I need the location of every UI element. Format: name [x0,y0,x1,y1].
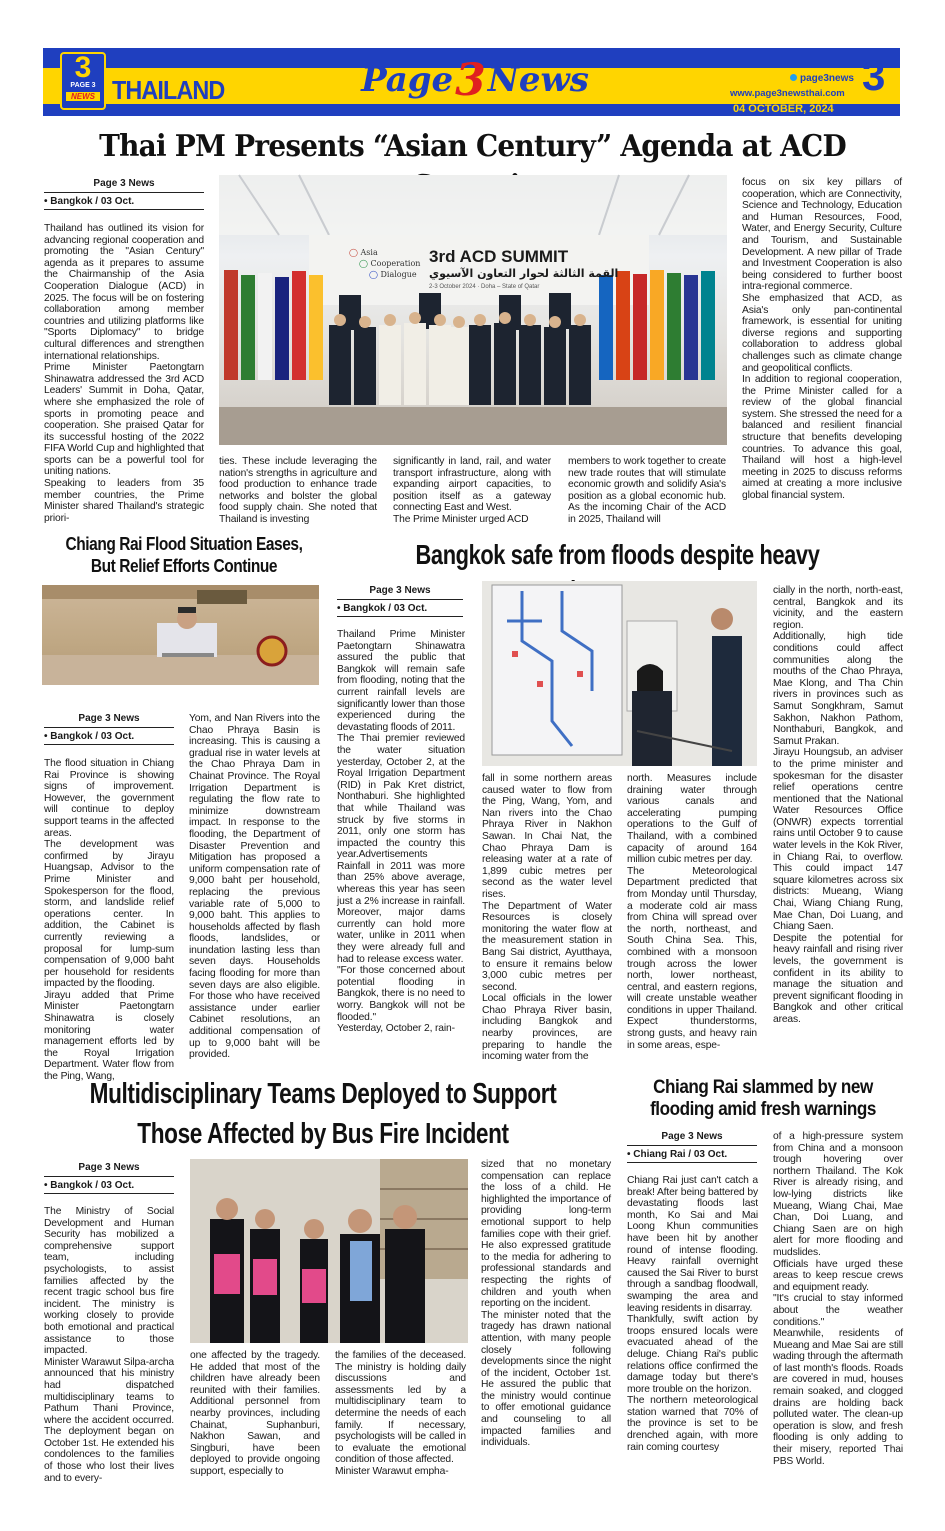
article3-byline [337,585,463,617]
article5-col1: Chiang Rai just can't catch a break! After being battered by devastating floods last month, Ko Sai and Mai Loong Khun communities have been hit by another round of intense flooding. Heavy rainfall overnight caused the Sai River to burst through a sandbag floodwall, swamping the area and leaving residents in disarray. Thankfully, swift action by troops ensured locals were evacuated ahead of the deluge. Chiang Rai's public relations office confirmed the damage today but there's more trouble on the horizon. The northern meteorological station warned that 70% of the province is set to be drenched again, with more rain coming courtesy [627,1175,758,1453]
article1-col2: ties. These include leveraging the nation's strengths in agriculture and food production to enhance trade networks and bolster the global food supply chain. She noted that Thailand is investing [219,456,377,525]
article5-headline-l1: Chiang Rai slammed by new [653,1077,873,1098]
acd-logo-line1: ◯ Asia [349,247,378,257]
article5-headline-l2: flooding amid fresh warnings [650,1099,876,1120]
page-number: 3 [862,52,886,99]
acd-logo-line2: ◯ Cooperation [359,258,421,268]
acd-banner-date: 2-3 October 2024 · Doha – State of Qatar [429,284,540,290]
article1-col1: Thailand has outlined its vision for advancing regional cooperation and promoting the "Asian Century" agenda as it prepares to assume the Chairmanship of the Asia Cooperation Dialogue (ACD) in 2025. The focus will be on fostering collaboration among member countries and utilizing platforms like "Sports Diplomacy" to bridge cultural differences and strengthen international relationships. Prime Minister Paetongtarn Shinawatra addressed the 3rd ACD Leaders' Summit in Doha, Qatar, where she emphasized the role of sports in promoting peace and cooperation. She praised Qatar for its successful hosting of the 2022 FIFA World Cup and highlighted that sports can be a powerful tool for uniting nations. Speaking to leaders from 35 member countries, the Prime Minister shared Thailand's strategic priori- [44,223,204,524]
press-conference-photo [42,585,319,685]
title-page: Page [361,60,454,100]
article1-col3: significantly in land, rail, and water transport infrastructure, along with expanding airport capacities, to position itself as a gateway connecting East and West. The Prime Minister urged ACD [393,456,551,525]
acd-banner-arabic: القمة الثالثة لحوار التعاون الآسيوي [429,267,619,280]
article3-headline: Bangkok safe from floods despite heavy [415,539,820,570]
ministry-visit-photo [190,1159,468,1343]
byline-source: Page 3 News [44,713,174,728]
byline-dateline: • Bangkok / 03 Oct. [44,1177,174,1194]
article2-headline [55,533,313,577]
masthead-title [361,52,589,108]
article2-headline-l1: Chiang Rai Flood Situation Eases, [65,534,303,554]
article3-col3: north. Measures include draining water through various canals and accelerating pumping operations to the Gulf of Thailand, with a combined capacity of around 164 million cubic metres per day. The Meteorological Department predicted that from Monday until Thursday, a moderate cold air mass from China will spread over the north, northeast, and South China Sea. This, combined with a monsoon trough across the lower north, lower northeast, central, and eastern regions, will create unstable weather conditions in upper Thailand. Expect thunderstorms, strong gusts, and heavy rain in some areas, espe- [627,773,757,1051]
article5-byline [627,1131,757,1163]
title-number: 3 [455,54,486,106]
handle-text: page3news [800,73,854,84]
article4-headline [85,1074,561,1154]
acd-logo-line3: ◯ Dialogue [369,269,417,279]
logo-number: 3 [74,51,92,84]
region-label: THAILAND [112,75,225,105]
byline-dateline: • Chiang Rai / 03 Oct. [627,1146,757,1163]
flood-map-briefing-scene [482,581,757,766]
acd-summit-scene [219,175,727,445]
acd-banner-title: 3rd ACD SUMMIT [429,247,569,266]
byline-source: Page 3 News [627,1131,757,1146]
byline-source: Page 3 News [337,585,463,600]
article1-col4: members to work together to create new trade routes that will stimulate economic growth and solidify Asia's position as a global economic hub. As the incoming Chair of the ACD in 2025, Thailand will [568,456,726,525]
ministry-visit-scene [190,1159,468,1343]
article1-headline: Thai PM Presents “Asian Century” Agenda at ACD [99,129,846,164]
website-url: www.page3newsthai.com [730,88,845,99]
article2-byline [44,713,174,745]
byline-dateline: • Bangkok / 03 Oct. [44,728,174,745]
flood-map-briefing-photo [482,581,757,766]
byline-source: Page 3 News [44,178,204,193]
globe-icon [790,74,797,81]
article5-headline [633,1077,894,1121]
press-conference-scene [42,585,319,685]
article5-col2: of a high-pressure system from China and a monsoon trough hovering over northern Thailand. The Kok River is already rising, and low-lying districts like Mueang, Wiang Chai, Mae Chan, Doi Luang, and Chiang Saen are on high alert for more flooding and mudslides. Officials have urged these areas to keep rescue crews and equipment ready. "It's crucial to stay informed about the weather conditions." Meanwhile, residents of Mueang and Mae Sai are still wading through the aftermath of last month's floods. Roads are covered in mud, houses remain soaked, and clogged drains are holding back polluted water. The clean-up operation is slow, and fresh flooding is only adding to their misery, reported Thai PBS World. [773,1131,903,1467]
byline-dateline: • Bangkok / 03 Oct. [44,193,204,210]
article3-col2: fall in some northern areas caused water to flow from the Ping, Wang, Yom, and Nan rivers into the Chao Phraya River in Nakhon Sawan. In Chai Nat, the Chao Phraya Dam is releasing water at a rate of 1,899 cubic metres per second as the water level rises. The Department of Water Resources is closely monitoring the water flow at the measurement station in Bang Sai district, Ayutthaya, to ensure it remains below 3,000 cubic metres per second. Local officials in the lower Chao Phraya River basin, including Bangkok and nearby provinces, are preparing to handle the incoming water from the [482,773,612,1063]
article4-headline-l2: Those Affected by Bus Fire Incident [137,1118,509,1150]
logo-sub: NEWS [66,92,100,101]
logo-text: PAGE 3 [70,82,96,89]
article4-byline [44,1162,174,1194]
article2-col2: Yom, and Nan Rivers into the Chao Phraya Basin is increasing. This is causing a gradual rise in water levels at the Chao Phraya Dam in Chainat Province. The Royal Irrigation Department is regulating the flow rate to minimize downstream impact. In response to the flooding, the Department of Disaster Prevention and Mitigation has proposed a uniform compensation rate of 9,000 baht per household, replacing the previous variable rate of 5,000 to 9,000 baht. This applies to households affected by flash floods, landslides, or inundation lasting less than seven days. Households facing flooding for more than seven days are also eligible. For those who have received assistance under earlier Cabinet resolutions, an additional compensation of up to 9,000 baht will be provided. [189,713,320,1061]
acd-logo [349,247,420,280]
article3-col1: Thailand Prime Minister Paetongtarn Shinawatra assured the public that Bangkok will remain safe from flooding, noting that the current rainfall levels are significantly lower than those experienced during the devastating floods of 2011. The Thai premier reviewed the water situation yesterday, October 2, at the Royal Irrigation Department (RID) in Pak Kret district, Nonthaburi. She highlighted that while Thailand was struck by five storms in 2011, only one storm has impacted the country this year.Advertisements Rainfall in 2011 was more than 25% above average, whereas this year has seen just a 2% increase in rainfall. Moreover, major dams currently can hold more water, unlike in 2011 when they were already full and had to release excess water. "For those concerned about potential flooding in Bangkok, there is no need to worry. Bangkok will not be flooded." Yesterday, October 2, rain- [337,629,465,1035]
article2-col1: The flood situation in Chiang Rai Province is showing signs of improvement. However, the government will continue to deploy support teams in the affected areas. The development was confirmed by Jirayu Huangsap, Advisor to the Prime Minister and Spokesperson for the flood, storm, and landslide relief operations center. In addition, the Cabinet is currently reviewing a proposal for lump-sum compensation of 9,000 baht per household for residents impacted by the flooding. Jirayu added that Prime Minister Paetongtarn Shinawatra is closely monitoring water management efforts led by the Royal Irrigation Department. Water flow from the Ping, Wang, [44,758,174,1083]
article1-col5: focus on six key pillars of cooperation, which are Connectivity, Science and Technology, Education and Human Resources, Food, Water, and Energy Security, Culture and Tourism, and Sustainable Development. A new pillar of Trade and Investment Cooperation is also being considered to further boost intra-regional commerce. She emphasized that ACD, as Asia's only pan-continental framework, is essential for uniting diverse regions and supporting collaboration to address global challenges such as climate change and geopolitical conflicts. In addition to regional cooperation, the Prime Minister called for a review of the global financial system. She stressed the need for a balanced and resilient financial structure that benefits developing countries. To advance this goal, Thailand will host a high-level meeting in 2025 to discuss reforms aimed at creating a more inclusive global financial system. [742,177,902,502]
article4-col3: the families of the deceased. The ministry is holding daily discussions and assessments led by a multidisciplinary team to determine the needs of each family. If necessary, psychologists will be called in to evaluate the emotional condition of those affected. Minister Warawut empha- [335,1350,466,1477]
article2-headline-l2: But Relief Efforts Continue [90,556,278,576]
article4-col2: one affected by the tragedy. He added that most of the children have already been reunited with their families. Additional personnel from nearby provinces, including Chainat, Suphanburi, Nakhon Sawan, and Singburi, have been deployed to provide ongoing support, especially to [190,1350,320,1477]
article4-col4: sized that no monetary compensation can replace the loss of a child. He highlighted the importance of providing long-term emotional support to help families cope with their grief. He also expressed gratitude to the media for adhering to professional standards and respecting the rights of children and youth when reporting on the incident. The minister noted that the tragedy has drawn national attention, with many people closely following developments since the night of the incident, October 1st. He assured the public that the ministry would continue to offer emotional guidance and counseling to all impacted families and individuals. [481,1159,611,1449]
article4-headline-l1: Multidisciplinary Teams Deployed to Support [89,1078,557,1110]
issue-date: 04 OCTOBER, 2024 [733,103,834,115]
byline-dateline: • Bangkok / 03 Oct. [337,600,463,617]
article4-col1: The Ministry of Social Development and Human Security has mobilized a comprehensive support team, including psychologists, to assist families affected by the recent tragic school bus fire incident. The ministry is working closely to provide both emotional and practical assistance to those impacted. Minister Warawut Silpa-archa announced that his ministry had dispatched multidisciplinary teams to Pathum Thani Province, where the accident occurred. The deployment began on October 1st. He extended his condolences to the families of those who lost their lives and to every- [44,1206,174,1484]
article1-byline [44,178,204,210]
article3-col4: cially in the north, north-east, central, Bangkok and its vicinity, and the eastern region. Additionally, high tide conditions could affect communities along the mouths of the Chao Phraya, Mae Klong, and Tha Chin rivers in provinces such as Samut Songkhram, Samut Sakhon, Nakhon Pathom, Nonthaburi, Bangkok, and Samut Prakan. Jirayu Houngsub, an adviser to the prime minister and spokesman for the disaster relief operations centre mentioned that the National Water Resources Office (ONWR) expects torrential rains until October 9 to cause water levels in the Kok River, in Chiang Rai, to overflow. This could impact 147 square kilometres across six districts: Mueang, Wiang Chai, Wiang Chiang Rung, Mae Chan, Doi Luang, and Chiang Saen. Despite the potential for heavy rainfall and rising river levels, the government is confident in its ability to manage the situation and prevent significant flooding in Bangkok and other critical areas. [773,585,903,1025]
title-news: News [487,60,589,100]
acd-summit-photo [219,175,727,445]
logo [60,52,106,110]
byline-source: Page 3 News [44,1162,174,1177]
social-handle [790,73,854,84]
